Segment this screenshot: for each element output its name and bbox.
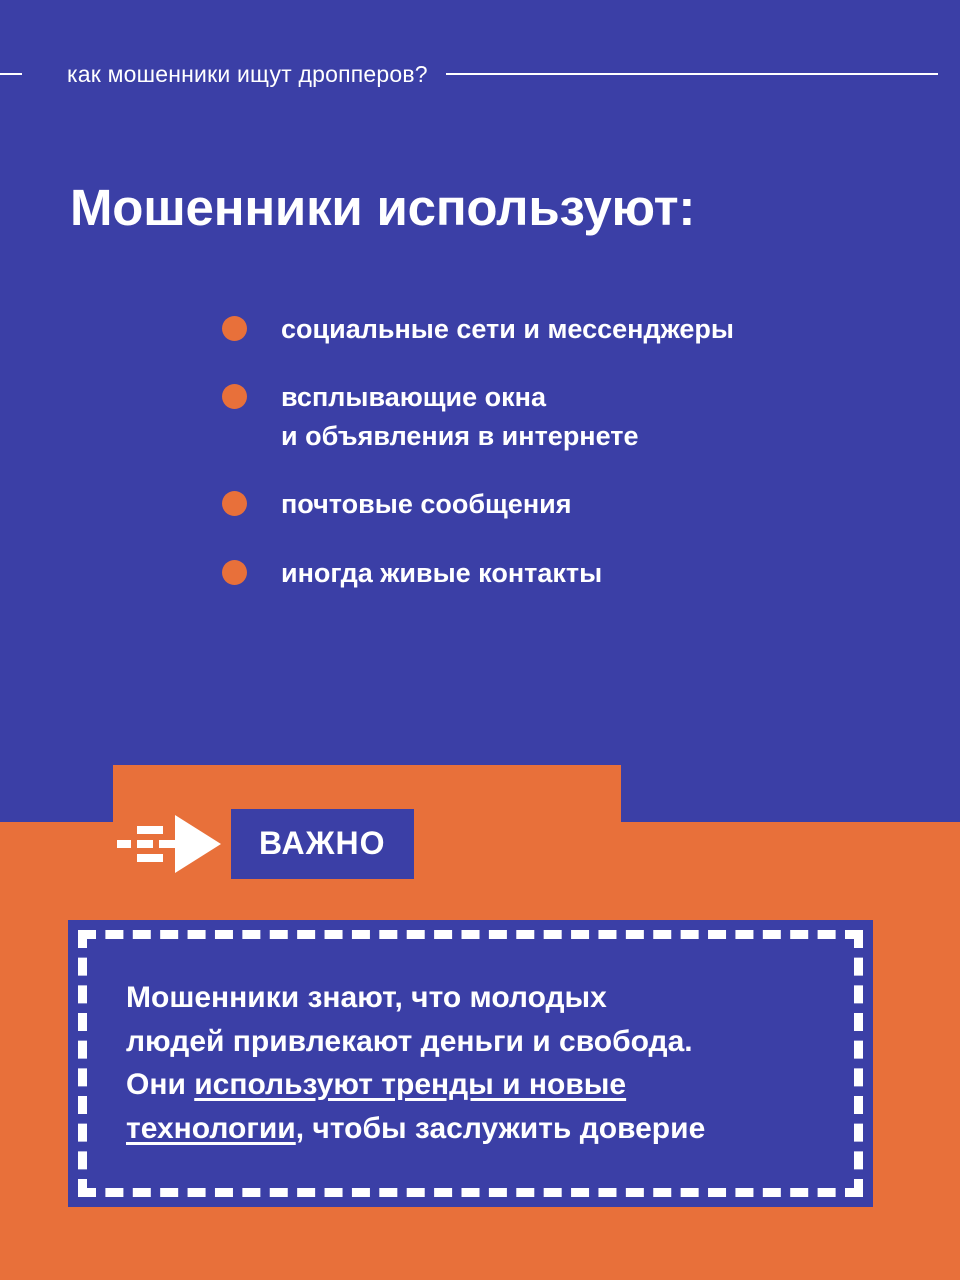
callout-line-3 <box>126 1063 833 1107</box>
kicker-row <box>0 58 960 90</box>
bullet-dot-icon <box>222 560 247 585</box>
bullet-line: всплывающие окна <box>281 382 547 413</box>
callout-line-4-plain: , чтобы заслужить доверие <box>295 1111 706 1145</box>
callout-box <box>68 920 873 1207</box>
bullet-line: и объявления в интернете <box>281 421 639 452</box>
bullet-line: почтовые сообщения <box>281 489 572 520</box>
bullet-text <box>281 554 602 593</box>
bullet-line: иногда живые контакты <box>281 557 603 588</box>
page-title: Мошенники используют: <box>70 179 696 236</box>
bullet-list <box>222 310 922 622</box>
callout-text <box>126 976 833 1150</box>
arrow-right-icon <box>113 813 231 875</box>
callout-line-4-underlined: технологии <box>126 1111 296 1145</box>
list-item <box>222 554 922 593</box>
callout-line-2: людей привлекают деньги и свобода. <box>126 1024 693 1058</box>
list-item <box>222 310 922 349</box>
bullet-text <box>281 485 571 524</box>
bullet-dot-icon <box>222 491 247 516</box>
kicker-rule-right <box>446 73 938 75</box>
bullet-line: социальные сети и мессенджеры <box>281 314 734 344</box>
kicker-text: как мошенники ищут дропперов? <box>67 60 428 87</box>
callout-line-1: Мошенники знают, что молодых <box>126 981 607 1014</box>
kicker-rule-left <box>0 73 22 75</box>
bullet-dot-icon <box>222 384 247 409</box>
bullet-text <box>281 378 639 456</box>
callout-line-3-plain: Они <box>126 1068 195 1101</box>
callout-line-4 <box>126 1107 833 1151</box>
list-item <box>222 378 922 456</box>
list-item <box>222 485 922 524</box>
callout-line-3-underlined: используют тренды и новые <box>194 1068 627 1101</box>
bullet-dot-icon <box>222 316 247 341</box>
status-badge: ВАЖНО <box>231 809 414 879</box>
bullet-text <box>281 310 734 349</box>
important-row <box>113 805 414 883</box>
